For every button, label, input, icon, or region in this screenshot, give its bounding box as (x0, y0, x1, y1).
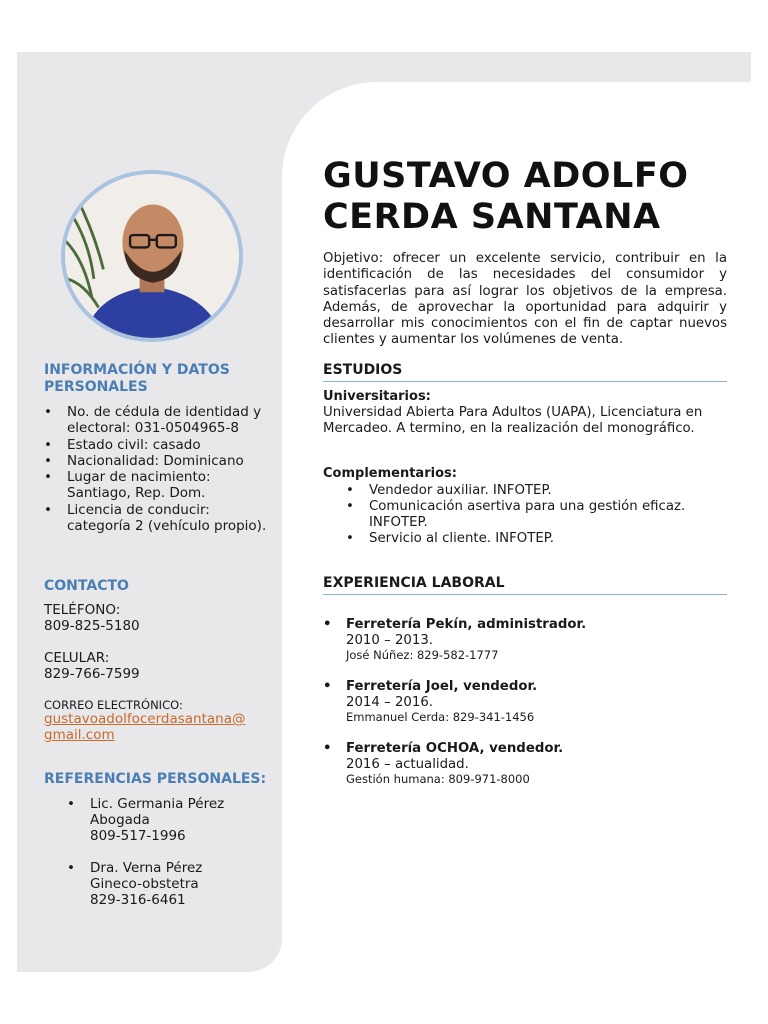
name-line-1: GUSTAVO ADOLFO (323, 156, 689, 196)
job-title: • Ferretería OCHOA, vendedor. (323, 741, 726, 757)
phone-value: 809-825-5180 (44, 618, 140, 634)
complementary-list (346, 483, 726, 547)
email-label: CORREO ELECTRÓNICO: (44, 698, 183, 712)
portrait-illustration (65, 174, 239, 338)
job-title: • Ferretería Joel, vendedor. (323, 679, 726, 695)
personal-info-nationality: • Nacionalidad: Dominicano (44, 453, 269, 469)
phone-label: TELÉFONO: (44, 602, 121, 618)
job-period: 2014 – 2016. (346, 694, 434, 710)
cell-value: 829-766-7599 (44, 666, 140, 682)
reference-name: • Lic. Germania Pérez (90, 796, 225, 812)
university-text: Universidad Abierta Para Adultos (UAPA), Licenciatura en Mercadeo. A termino, en la realización del monográfico. (323, 405, 703, 437)
job-contact: Emmanuel Cerda: 829-341-1456 (346, 710, 535, 724)
contact-heading: CONTACTO (44, 578, 129, 594)
job-contact: Gestión humana: 809-971-8000 (346, 772, 530, 786)
job-title: • Ferretería Pekín, administrador. (323, 617, 726, 633)
personal-info-civil-status: • Estado civil: casado (44, 437, 269, 453)
list-item: • Comunicación asertiva para una gestión eficaz. INFOTEP. (346, 499, 726, 531)
job-3 (346, 741, 726, 788)
references-heading: REFERENCIAS PERSONALES: (44, 771, 267, 787)
reference-2 (67, 860, 257, 908)
personal-info-list (44, 404, 269, 534)
job-contact: José Núñez: 829-582-1777 (346, 648, 499, 662)
cell-label: CELULAR: (44, 650, 110, 666)
reference-role: Gineco-obstetra (90, 876, 199, 892)
complementary-label: Complementarios: (323, 466, 457, 481)
objective-paragraph: Objetivo: ofrecer un excelente servicio, contribuir en la identificación de las necesidades del consumidor y satisfacerlas para así lograr los objetivos de la empresa. Además, de aprovechar la oportunidad para adquirir y desarrollar mis conocimientos con el fin de captar nuevos clientes y aumentar los volúmenes de venta. (323, 251, 727, 348)
list-item (67, 796, 257, 844)
list-item: • Vendedor auxiliar. INFOTEP. (346, 483, 726, 499)
reference-phone: 829-316-6461 (90, 892, 186, 908)
email-link-line1[interactable]: gustavoadolfocerdasantana@ (44, 711, 246, 727)
personal-info-heading: INFORMACIÓN Y DATOS PERSONALES (44, 362, 230, 395)
experience-heading: EXPERIENCIA LABORAL (323, 575, 727, 595)
profile-photo (61, 170, 243, 342)
job-period: 2016 – actualidad. (346, 756, 469, 772)
university-label: Universitarios: (323, 389, 431, 404)
list-item: • Servicio al cliente. INFOTEP. (346, 531, 726, 547)
job-period: 2010 – 2013. (346, 632, 434, 648)
reference-name: • Dra. Verna Pérez (90, 860, 203, 876)
reference-role: Abogada (90, 812, 150, 828)
reference-1 (67, 796, 257, 844)
personal-info-id: • No. de cédula de identidad y electoral: 031-0504965-8 (44, 404, 269, 437)
page-title (323, 156, 689, 238)
email-link-line2[interactable]: gmail.com (44, 727, 115, 743)
list-item (67, 860, 257, 908)
name-line-2: CERDA SANTANA (323, 197, 661, 237)
personal-info-birthplace: • Lugar de nacimiento: Santiago, Rep. Dom. (44, 469, 269, 502)
education-heading: ESTUDIOS (323, 362, 727, 382)
reference-phone: 809-517-1996 (90, 828, 186, 844)
job-1 (346, 617, 726, 664)
personal-info-license: • Licencia de conducir: categoría 2 (vehículo propio). (44, 502, 269, 535)
job-2 (346, 679, 726, 726)
